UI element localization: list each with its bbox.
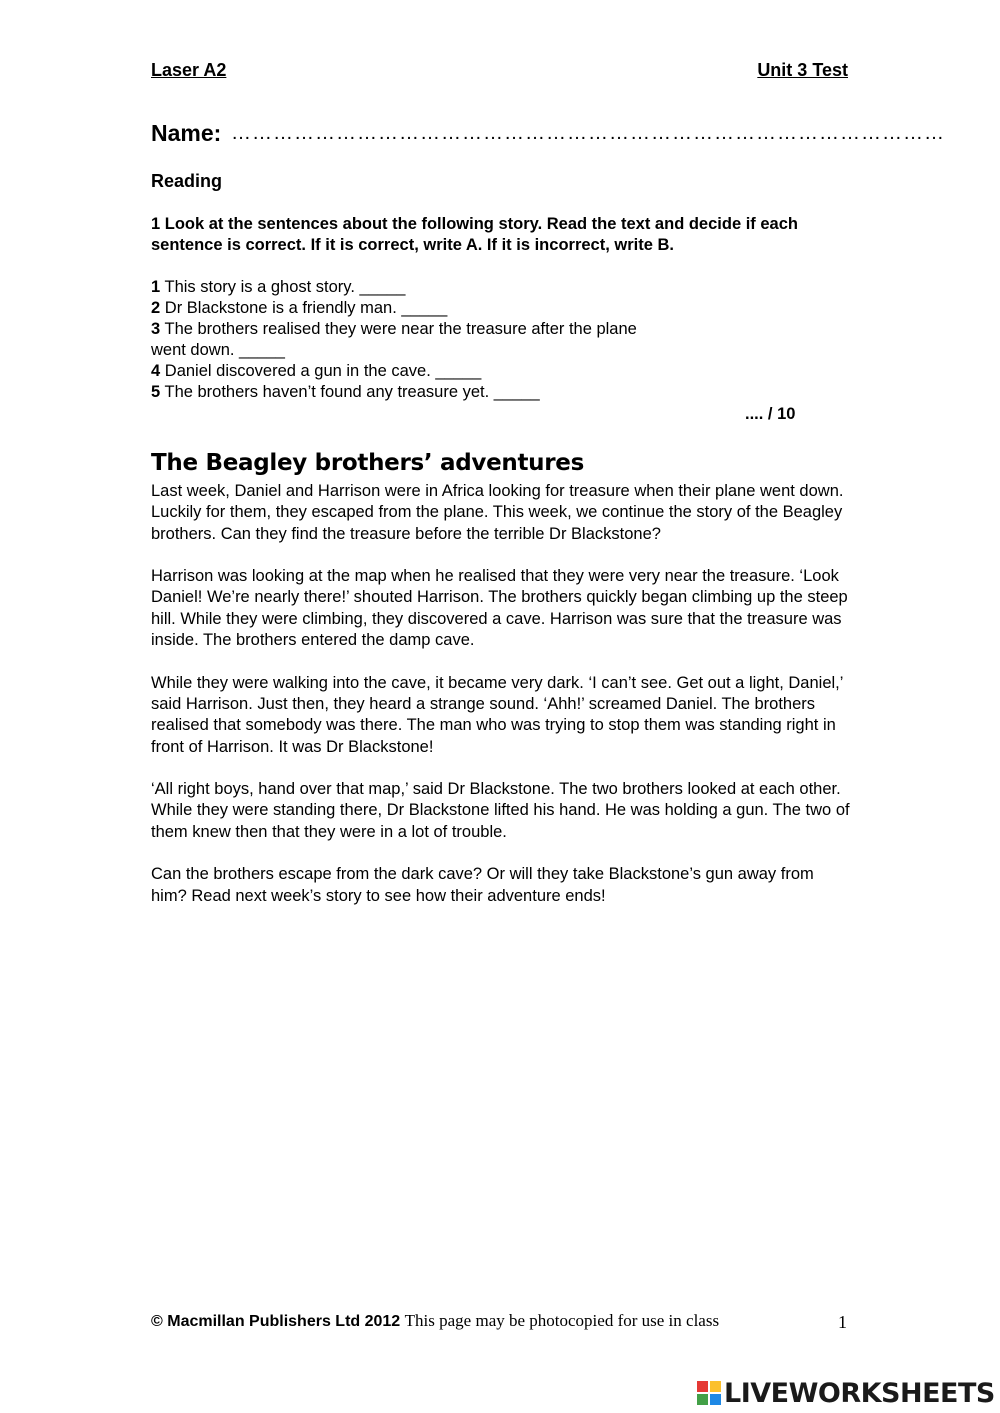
question-item bbox=[151, 319, 851, 361]
section-title: Reading bbox=[151, 171, 223, 191]
story-body bbox=[151, 481, 853, 928]
logo-square-green bbox=[697, 1394, 708, 1405]
liveworksheets-wordmark: LIVEWORKSHEETS bbox=[724, 1377, 995, 1409]
logo-square-yellow bbox=[710, 1381, 721, 1392]
liveworksheets-logo-icon bbox=[697, 1381, 721, 1405]
question-number: 2 bbox=[151, 299, 161, 317]
question-number: 4 bbox=[151, 362, 161, 380]
question-number: 3 bbox=[151, 320, 161, 338]
question-text-continued[interactable]: went down. _____ bbox=[151, 341, 285, 359]
score-total: .... / 10 bbox=[745, 405, 796, 423]
logo-square-red bbox=[697, 1381, 708, 1392]
story-title: The Beagley brothers’ adventures bbox=[151, 450, 584, 476]
footer bbox=[151, 1311, 719, 1331]
name-label: Name: bbox=[151, 120, 222, 146]
question-text[interactable]: The brothers haven’t found any treasure yet. _____ bbox=[164, 383, 540, 401]
question-text[interactable]: Daniel discovered a gun in the cave. _____ bbox=[164, 362, 482, 380]
story-paragraph: Last week, Daniel and Harrison were in Africa looking for treasure when their plane went down. Luckily for them, they escaped from the plane. This week, we continue the story of the Beagley brothers. Can they find the treasure before the terrible Dr Blackstone? bbox=[151, 482, 844, 543]
question-text[interactable]: This story is a ghost story. _____ bbox=[164, 278, 406, 296]
name-field[interactable] bbox=[151, 120, 945, 150]
header-test-title: Unit 3 Test bbox=[757, 60, 848, 80]
photocopy-note: This page may be photocopied for use in class bbox=[404, 1311, 720, 1330]
question-text[interactable]: Dr Blackstone is a friendly man. _____ bbox=[164, 299, 448, 317]
question-item bbox=[151, 277, 851, 298]
question-number: 1 bbox=[151, 278, 161, 296]
instructions: 1 Look at the sentences about the following story. Read the text and decide if each sentence is correct. If it is correct, write A. If it is incorrect, write B. bbox=[151, 215, 798, 254]
header-course-title: Laser A2 bbox=[151, 60, 227, 80]
question-item bbox=[151, 361, 851, 382]
question-list bbox=[151, 277, 851, 403]
story-paragraph: Harrison was looking at the map when he realised that they were very near the treasure. ‘Look Daniel! We’re nearly there!’ shouted Harrison. The brothers quickly began climbing up the steep hill. While they were climbing, they discovered a cave. Harrison was sure that the treasure was inside. The brothers entered the damp cave. bbox=[151, 567, 848, 650]
story-paragraph: ‘All right boys, hand over that map,’ said Dr Blackstone. The two brothers looked at each other. While they were standing there, Dr Blackstone lifted his hand. He was holding a gun. The two of them knew then that they were in a lot of trouble. bbox=[151, 780, 850, 841]
story-paragraph: Can the brothers escape from the dark cave? Or will they take Blackstone’s gun away from him? Read next week’s story to see how their adventure ends! bbox=[151, 865, 814, 905]
logo-square-blue bbox=[710, 1394, 721, 1405]
question-text: The brothers realised they were near the treasure after the plane bbox=[164, 320, 637, 338]
liveworksheets-watermark bbox=[697, 1376, 995, 1410]
story-paragraph: While they were walking into the cave, it became very dark. ‘I can’t see. Get out a light, Daniel,’ said Harrison. Just then, they heard a strange sound. ‘Ahh!’ screamed Daniel. The brothers realised that somebody was there. The man who was trying to stop them was standing right in front of Harrison. It was Dr Blackstone! bbox=[151, 673, 843, 756]
name-dotted-line[interactable]: ………………………………………………………………………………………… bbox=[231, 122, 945, 144]
question-number: 5 bbox=[151, 383, 161, 401]
copyright: © Macmillan Publishers Ltd 2012 bbox=[151, 1313, 401, 1330]
question-item bbox=[151, 298, 851, 319]
page-number: 1 bbox=[838, 1312, 847, 1332]
question-item bbox=[151, 382, 851, 403]
